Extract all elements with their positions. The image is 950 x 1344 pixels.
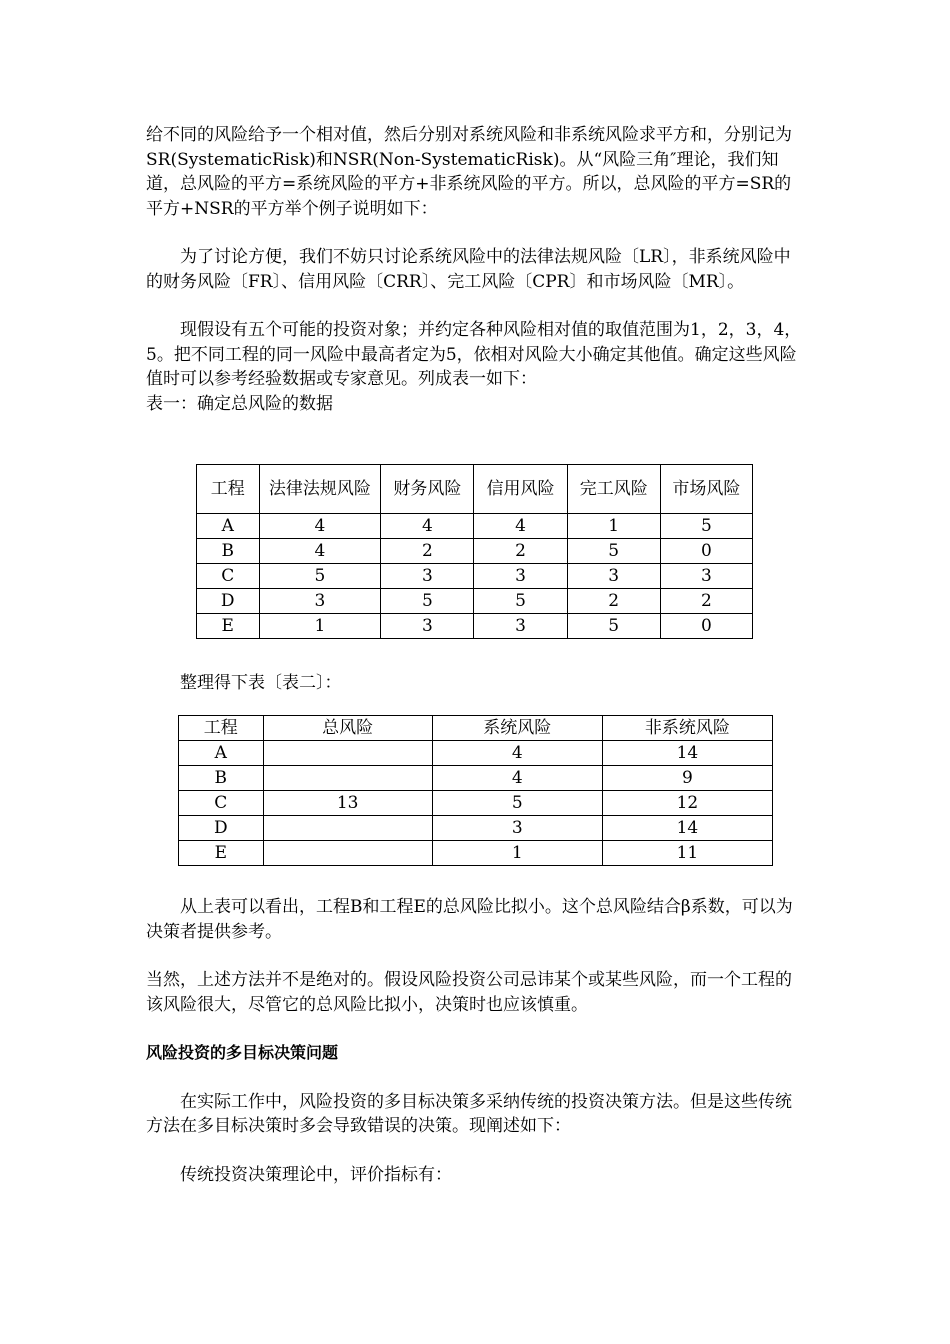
- table2-intro: 整理得下表〔表二〕：: [180, 673, 342, 693]
- section-heading: 风险投资的多目标决策问题: [146, 1043, 339, 1062]
- table-cell: 2: [567, 589, 660, 614]
- table-risk-summary: [178, 715, 773, 866]
- table-cell: 3: [660, 564, 752, 589]
- column-header: 法律法规风险: [259, 465, 381, 514]
- document-body: [146, 123, 806, 416]
- table-cell: E: [197, 614, 260, 639]
- table-cell: 3: [567, 564, 660, 589]
- document-body-lower: [146, 895, 806, 1187]
- table-row: [197, 614, 753, 639]
- paragraph-assumption: 现假设有五个可能的投资对象；并约定各种风险相对值的取值范围为1，2，3，4，5。把不同工程的同一风险中最高者定为5，依相对风险大小确定其他值。确定这些风险值时可以参考经验数据或专家意见。列成表一如下：: [146, 320, 802, 389]
- table-cell: B: [197, 539, 260, 564]
- column-header: 非系统风险: [602, 716, 772, 741]
- table-cell: 3: [381, 564, 474, 589]
- table-row: [197, 589, 753, 614]
- table-cell: [263, 741, 432, 766]
- table-cell: 5: [474, 589, 567, 614]
- column-header: 工程: [179, 716, 264, 741]
- table-cell: 4: [474, 514, 567, 539]
- table-cell: 4: [259, 514, 381, 539]
- table-cell: 4: [432, 741, 602, 766]
- table-cell: 2: [474, 539, 567, 564]
- table-cell: 0: [660, 614, 752, 639]
- table-row: [179, 791, 773, 816]
- table-cell: 4: [259, 539, 381, 564]
- table-row: [197, 564, 753, 589]
- table-cell: 0: [660, 539, 752, 564]
- table-row: [179, 816, 773, 841]
- table-cell: 13: [263, 791, 432, 816]
- table-cell: A: [197, 514, 260, 539]
- table-cell: 1: [432, 841, 602, 866]
- paragraph-evaluation-indicators: 传统投资决策理论中，评价指标有：: [180, 1164, 452, 1185]
- table-row: [179, 741, 773, 766]
- table-cell: 3: [381, 614, 474, 639]
- table1-caption: 表一：确定总风险的数据: [146, 393, 333, 414]
- table-row: [179, 841, 773, 866]
- column-header: 工程: [197, 465, 260, 514]
- table-cell: C: [179, 791, 264, 816]
- table-cell: 14: [602, 741, 772, 766]
- table-risk-data: [196, 464, 753, 639]
- table-cell: 5: [660, 514, 752, 539]
- table-cell: 2: [381, 539, 474, 564]
- paragraph-risk-types: 为了讨论方便，我们不妨只讨论系统风险中的法律法规风险〔LR〕，非系统风险中的财务风险〔FR〕、信用风险〔CRR〕、完工风险〔CPR〕和市场风险〔MR〕。: [146, 247, 791, 292]
- column-header: 完工风险: [567, 465, 660, 514]
- table-cell: 5: [567, 614, 660, 639]
- table-cell: 5: [432, 791, 602, 816]
- table-header-row: [179, 716, 773, 741]
- table-cell: 11: [602, 841, 772, 866]
- table-cell: D: [179, 816, 264, 841]
- table-cell: [263, 766, 432, 791]
- table-cell: 2: [660, 589, 752, 614]
- table-cell: 4: [432, 766, 602, 791]
- paragraph-risk-squares: 给不同的风险给予一个相对值，然后分别对系统风险和非系统风险求平方和，分别记为SR(SystematicRisk)和NSR(Non-SystematicRisk)。从“风险三角″理论，我们知道，总风险的平方=系统风险的平方+非系统风险的平方。所以，总风险的平方=SR的平方+NSR的平方举个例子说明如下：: [146, 125, 792, 219]
- table-cell: 3: [474, 614, 567, 639]
- column-header: 信用风险: [474, 465, 567, 514]
- table-cell: 3: [474, 564, 567, 589]
- table-cell: 3: [259, 589, 381, 614]
- table-cell: D: [197, 589, 260, 614]
- table-cell: 5: [567, 539, 660, 564]
- table-row: [197, 514, 753, 539]
- column-header: 总风险: [263, 716, 432, 741]
- table-cell: A: [179, 741, 264, 766]
- table-cell: [263, 841, 432, 866]
- table-cell: B: [179, 766, 264, 791]
- table-cell: 9: [602, 766, 772, 791]
- table-cell: 3: [432, 816, 602, 841]
- table-cell: 1: [567, 514, 660, 539]
- column-header: 系统风险: [432, 716, 602, 741]
- table-cell: 5: [381, 589, 474, 614]
- table-cell: 14: [602, 816, 772, 841]
- table-cell: [263, 816, 432, 841]
- table-header-row: [197, 465, 753, 514]
- paragraph-caveat: 当然，上述方法并不是绝对的。假设风险投资公司忌讳某个或某些风险，而一个工程的该风险很大，尽管它的总风险比拟小，决策时也应该慎重。: [146, 970, 792, 1015]
- table-cell: C: [197, 564, 260, 589]
- table-cell: 12: [602, 791, 772, 816]
- column-header: 市场风险: [660, 465, 752, 514]
- table-row: [197, 539, 753, 564]
- table-cell: 4: [381, 514, 474, 539]
- table-cell: 5: [259, 564, 381, 589]
- table-cell: E: [179, 841, 264, 866]
- paragraph-conclusion: 从上表可以看出，工程B和工程E的总风险比拟小。这个总风险结合β系数，可以为决策者提供参考。: [146, 897, 793, 942]
- table-row: [179, 766, 773, 791]
- column-header: 财务风险: [381, 465, 474, 514]
- table-cell: 1: [259, 614, 381, 639]
- paragraph-traditional-methods: 在实际工作中，风险投资的多目标决策多采纳传统的投资决策方法。但是这些传统方法在多目标决策时多会导致错误的决策。现阐述如下：: [146, 1091, 792, 1136]
